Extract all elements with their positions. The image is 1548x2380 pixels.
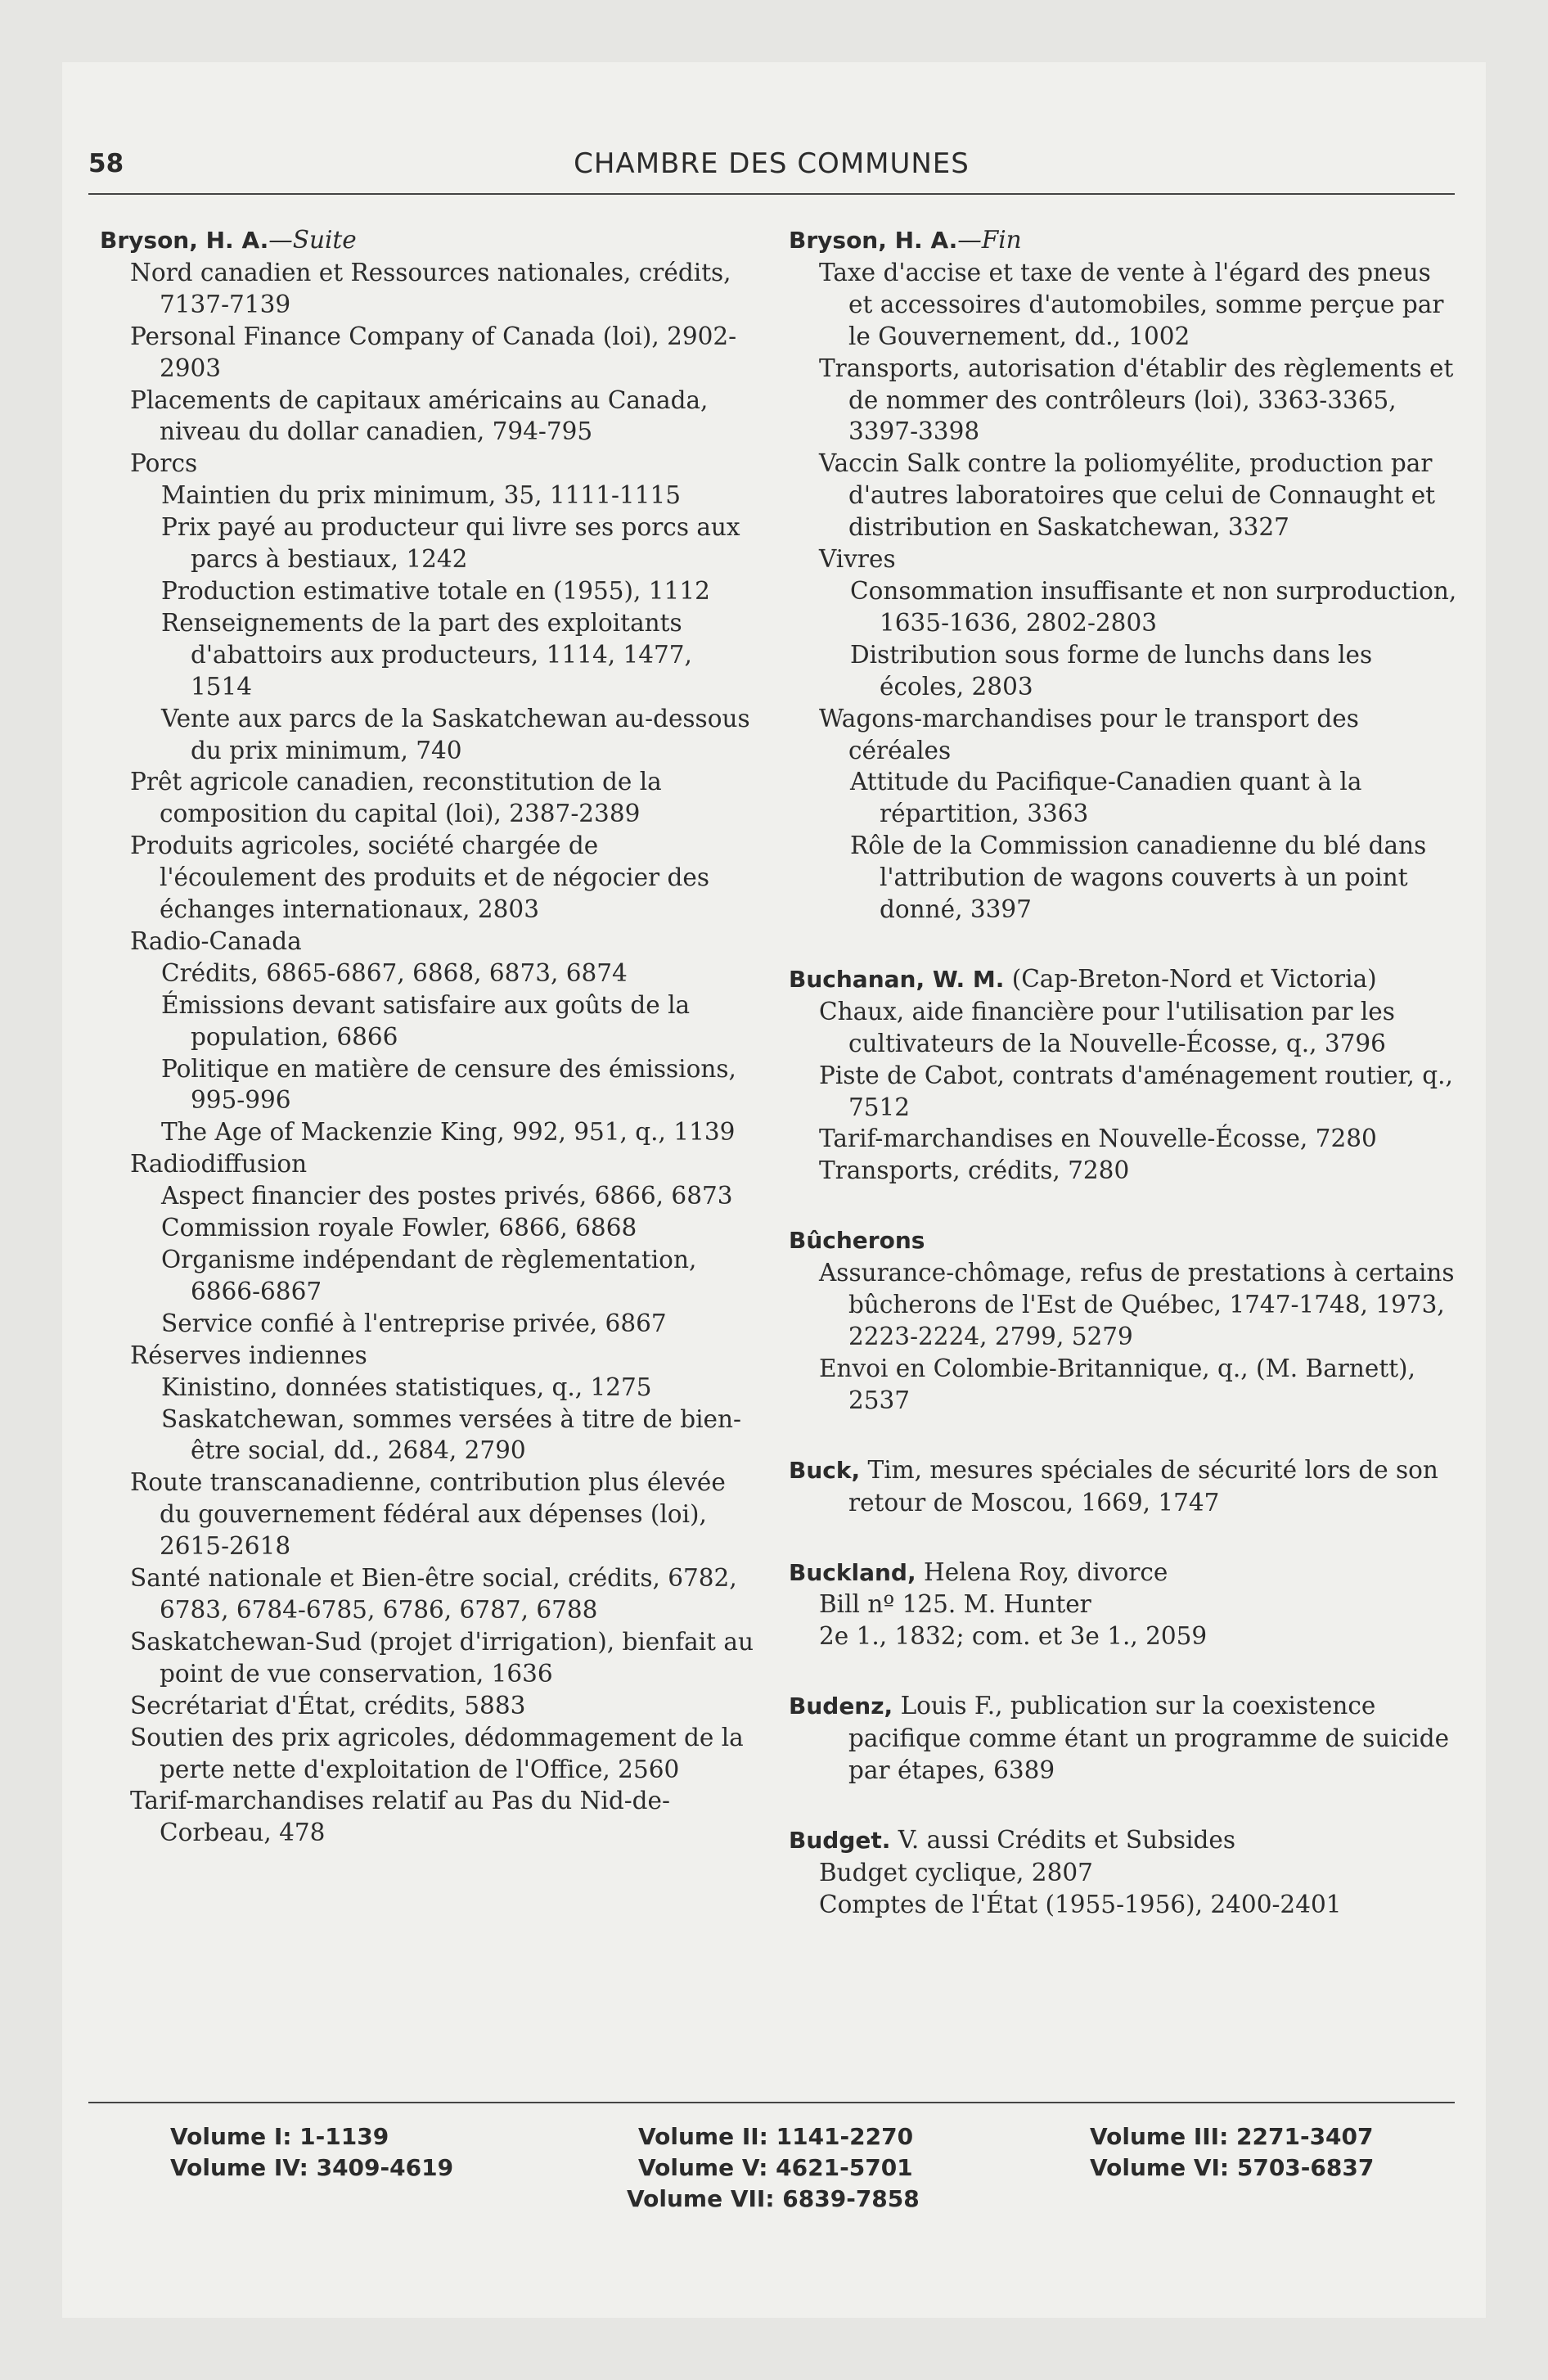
index-subentry: Aspect financier des postes privés, 6866, 6873 bbox=[161, 1182, 733, 1210]
footer-col-1 bbox=[170, 2121, 453, 2184]
index-subentry: Distribution sous forme de lunchs dans les écoles, 2803 bbox=[850, 640, 1373, 701]
entry-name: Budget. bbox=[789, 1826, 891, 1854]
index-subentry: Crédits, 6865-6867, 6868, 6873, 6874 bbox=[161, 958, 628, 987]
index-line: Transports, crédits, 7280 bbox=[819, 1156, 1130, 1185]
index-subentry: Commission royale Fowler, 6866, 6868 bbox=[161, 1214, 637, 1242]
index-line: Nord canadien et Ressources nationales, crédits, 7137-7139 bbox=[130, 258, 731, 318]
entry-text: V. aussi Crédits et Subsides bbox=[890, 1825, 1235, 1854]
index-entry-bryson-suite bbox=[100, 224, 761, 1849]
index-subentry: Organisme indépendant de règlementation, 6866-6867 bbox=[161, 1246, 697, 1305]
index-subentry: Vente aux parcs de la Saskatchewan au-dessous du prix minimum, 740 bbox=[161, 704, 750, 764]
entry-name: Buchanan, W. M. bbox=[789, 965, 1005, 993]
volume-range: Volume IV: 3409-4619 bbox=[170, 2154, 454, 2181]
entry-heading bbox=[789, 1824, 1460, 1857]
index-line: Envoi en Colombie-Britannique, q., (M. Barnett), 2537 bbox=[819, 1354, 1415, 1414]
entry-subentries bbox=[789, 257, 1460, 926]
entry-text: Tim, mesures spéciales de sécurité lors de son retour de Moscou, 1669, 1747 bbox=[848, 1455, 1438, 1517]
entry-subentries bbox=[100, 257, 761, 1849]
index-subentry: Politique en matière de censure des émissions, 995-996 bbox=[161, 1054, 736, 1115]
index-line: Piste de Cabot, contrats d'aménagement routier, q., 7512 bbox=[819, 1061, 1453, 1121]
index-line: Prêt agricole canadien, reconstitution de la composition du capital (loi), 2387-2389 bbox=[130, 768, 662, 828]
index-line: 2e 1., 1832; com. et 3e 1., 2059 bbox=[819, 1622, 1208, 1651]
index-subentry: Maintien du prix minimum, 35, 1111-1115 bbox=[161, 481, 681, 510]
index-entry-bucherons bbox=[789, 1224, 1460, 1416]
entry-subentries bbox=[789, 1257, 1460, 1417]
index-line: Taxe d'accise et taxe de vente à l'égard des pneus et accessoires d'automobiles, somme perçue par le Gouvernement, dd., 1002 bbox=[819, 258, 1444, 350]
index-line: Radio-Canada bbox=[130, 926, 302, 955]
index-entry-budenz bbox=[789, 1690, 1460, 1787]
index-subentry: Production estimative totale en (1955), 1112 bbox=[161, 576, 710, 605]
index-subentry: Émissions devant satisfaire aux goûts de la population, 6866 bbox=[161, 990, 691, 1051]
page-number: 58 bbox=[88, 149, 124, 178]
entry-heading bbox=[789, 963, 1460, 996]
index-line: Soutien des prix agricoles, dédommagement de la perte nette d'exploitation de l'Office, 2560 bbox=[130, 1723, 744, 1783]
right-column bbox=[789, 224, 1460, 1921]
entry-subentries bbox=[789, 996, 1460, 1187]
volume-range: Volume II: 1141-2270 bbox=[638, 2123, 914, 2150]
entry-riding: (Cap-Breton-Nord et Victoria) bbox=[1004, 964, 1377, 993]
index-line: Vaccin Salk contre la poliomyélite, production par d'autres laboratoires que celui de Connaught et distribution en Saskatchewan, 3327 bbox=[819, 449, 1436, 542]
index-line: Saskatchewan-Sud (projet d'irrigation), bienfait au point de vue conservation, 1636 bbox=[130, 1627, 754, 1688]
index-line: Assurance-chômage, refus de prestations à certains bûcherons de l'Est de Québec, 1747-1748, 1973, 2223-2224, 2799, 5279 bbox=[819, 1259, 1455, 1350]
entry-heading bbox=[789, 1557, 1460, 1589]
index-line: Produits agricoles, société chargée de l'écoulement des produits et de négocier des échanges internationaux, 2803 bbox=[130, 832, 710, 924]
index-line: Vivres bbox=[819, 545, 896, 574]
index-line: Placements de capitaux américains au Canada, niveau du dollar canadien, 794-795 bbox=[130, 385, 709, 446]
entry-continuation: —Suite bbox=[268, 226, 357, 254]
entry-heading bbox=[789, 1224, 1460, 1257]
volume-range: Volume III: 2271-3407 bbox=[1090, 2123, 1374, 2150]
left-column bbox=[100, 224, 761, 1849]
spacer bbox=[789, 1187, 1460, 1224]
index-line: Wagons-marchandises pour le transport des céréales bbox=[819, 704, 1359, 764]
index-entry-buck bbox=[789, 1454, 1460, 1519]
index-subentry: Consommation insuffisante et non surproduction, 1635-1636, 2802-2803 bbox=[850, 576, 1457, 637]
spacer bbox=[789, 1417, 1460, 1454]
entry-heading bbox=[789, 1454, 1460, 1519]
entry-text: Louis F., publication sur la coexistence pacifique comme étant un programme de suicide par étapes, 6389 bbox=[848, 1692, 1450, 1785]
spacer bbox=[789, 1787, 1460, 1824]
entry-name: Buck, bbox=[789, 1456, 861, 1484]
entry-subentries bbox=[789, 1857, 1460, 1921]
volume-range: Volume VI: 5703-6837 bbox=[1090, 2154, 1375, 2181]
index-line: Chaux, aide financière pour l'utilisation par les cultivateurs de la Nouvelle-Écosse, q., 3796 bbox=[819, 997, 1395, 1057]
index-line: Comptes de l'État (1955-1956), 2400-2401 bbox=[819, 1890, 1342, 1918]
entry-heading bbox=[789, 224, 1460, 257]
index-line: Porcs bbox=[130, 449, 198, 478]
volume-range: Volume VII: 6839-7858 bbox=[627, 2185, 920, 2212]
index-line: Radiodiffusion bbox=[130, 1150, 308, 1179]
entry-continuation: —Fin bbox=[957, 226, 1022, 254]
page-header bbox=[88, 147, 1455, 195]
index-entry-budget bbox=[789, 1824, 1460, 1921]
spacer bbox=[789, 1652, 1460, 1690]
index-line: Bill nº 125. M. Hunter bbox=[819, 1590, 1091, 1619]
entry-name: Bûcherons bbox=[789, 1227, 925, 1255]
entry-text: Helena Roy, divorce bbox=[916, 1557, 1168, 1586]
index-line: Budget cyclique, 2807 bbox=[819, 1858, 1093, 1886]
footer-col-2 bbox=[638, 2121, 913, 2184]
spacer bbox=[789, 926, 1460, 963]
index-line: Réserves indiennes bbox=[130, 1341, 367, 1369]
entry-name: Buckland, bbox=[789, 1558, 916, 1586]
volume-footer bbox=[88, 2102, 1455, 2251]
index-line: Tarif-marchandises relatif au Pas du Nid-de-Corbeau, 478 bbox=[130, 1787, 670, 1847]
index-entry-buchanan bbox=[789, 963, 1460, 1187]
page-title: CHAMBRE DES COMMUNES bbox=[574, 147, 970, 180]
entry-heading bbox=[789, 1690, 1460, 1787]
footer-col-3 bbox=[1090, 2121, 1374, 2184]
index-subentry: Kinistino, données statistiques, q., 1275 bbox=[161, 1373, 652, 1401]
index-subentry: Renseignements de la part des exploitants d'abattoirs aux producteurs, 1114, 1477, 1514 bbox=[161, 608, 692, 701]
index-line: Route transcanadienne, contribution plus élevée du gouvernement fédéral aux dépenses (loi), 2615-2618 bbox=[130, 1468, 726, 1561]
index-line: Tarif-marchandises en Nouvelle-Écosse, 7280 bbox=[819, 1125, 1377, 1153]
entry-name: Bryson, H. A. bbox=[100, 227, 269, 254]
index-entry-buckland bbox=[789, 1557, 1460, 1653]
index-line: Transports, autorisation d'établir des règlements et de nommer des contrôleurs (loi), 3363-3365, 3397-3398 bbox=[819, 354, 1454, 446]
entry-heading bbox=[100, 224, 761, 257]
index-subentry: Saskatchewan, sommes versées à titre de bien-être social, dd., 2684, 2790 bbox=[161, 1404, 741, 1465]
index-subentry: The Age of Mackenzie King, 992, 951, q., 1139 bbox=[161, 1118, 736, 1147]
volume-range: Volume I: 1-1139 bbox=[170, 2123, 389, 2150]
index-entry-bryson-fin bbox=[789, 224, 1460, 926]
entry-subentries bbox=[789, 1589, 1460, 1652]
index-line: Secrétariat d'État, crédits, 5883 bbox=[130, 1691, 526, 1720]
index-subentry: Rôle de la Commission canadienne du blé dans l'attribution de wagons couverts à un point donné, 3397 bbox=[850, 832, 1427, 924]
index-line: Personal Finance Company of Canada (loi), 2902-2903 bbox=[130, 322, 737, 382]
index-subentry: Service confié à l'entreprise privée, 6867 bbox=[161, 1309, 667, 1337]
index-subentry: Attitude du Pacifique-Canadien quant à la répartition, 3363 bbox=[850, 768, 1362, 828]
spacer bbox=[789, 1519, 1460, 1557]
entry-name: Bryson, H. A. bbox=[789, 227, 958, 254]
index-page bbox=[62, 62, 1486, 2318]
entry-name: Budenz, bbox=[789, 1693, 893, 1720]
index-line: Santé nationale et Bien-être social, crédits, 6782, 6783, 6784-6785, 6786, 6787, 6788 bbox=[130, 1564, 737, 1624]
index-subentry: Prix payé au producteur qui livre ses porcs aux parcs à bestiaux, 1242 bbox=[161, 513, 740, 574]
volume-range: Volume V: 4621-5701 bbox=[638, 2154, 913, 2181]
